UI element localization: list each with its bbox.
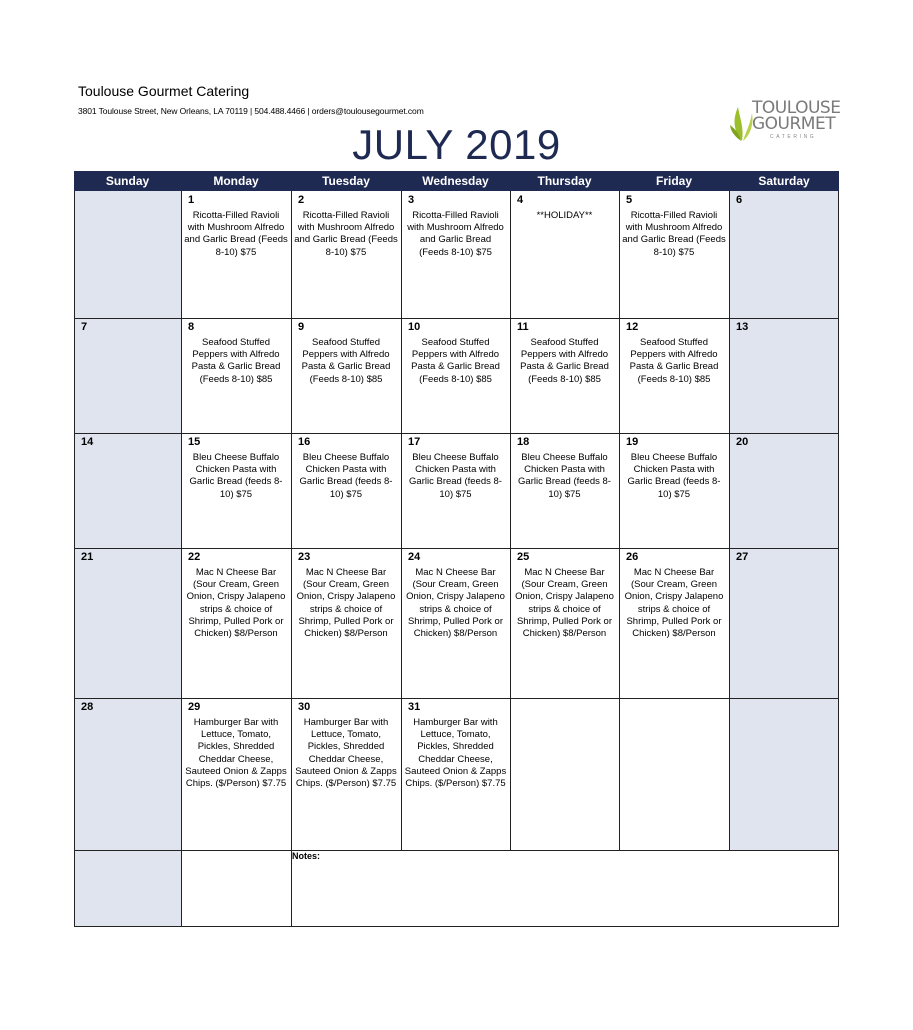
day-menu-text: Mac N Cheese Bar (Sour Cream, Green Onion, Crispy Jalapeno strips & choice of Shrimp, Pulled Pork or Chicken) $8/Person — [296, 567, 396, 640]
grid-line-horizontal — [74, 850, 839, 851]
day-menu-text: Mac N Cheese Bar (Sour Cream, Green Onion, Crispy Jalapeno strips & choice of Shrimp, Pulled Pork or Chicken) $8/Person — [624, 567, 724, 640]
day-number: 30 — [298, 701, 311, 713]
grid-line-vertical — [838, 191, 839, 927]
day-cell — [401, 698, 510, 850]
day-cell — [510, 318, 619, 433]
day-cell — [291, 318, 401, 433]
day-number: 21 — [81, 551, 94, 563]
day-menu-text: Seafood Stuffed Peppers with Alfredo Pasta & Garlic Bread (Feeds 8-10) $85 — [629, 337, 719, 385]
day-menu-text: Ricotta-Filled Ravioli with Mushroom Alfredo and Garlic Bread (Feeds 8-10) $75 — [294, 210, 398, 258]
weekday-sunday: Sunday — [105, 174, 150, 188]
day-number: 1 — [188, 194, 195, 206]
day-menu-text: Mac N Cheese Bar (Sour Cream, Green Onion, Crispy Jalapeno strips & choice of Shrimp, Pulled Pork or Chicken) $8/Person — [186, 567, 286, 640]
day-number: 17 — [408, 436, 421, 448]
grid-line-horizontal — [74, 433, 839, 434]
day-menu-text: Bleu Cheese Buffalo Chicken Pasta with Garlic Bread (feeds 8-10) $75 — [627, 452, 721, 500]
day-number: 4 — [517, 194, 524, 206]
day-menu-text: Bleu Cheese Buffalo Chicken Pasta with Garlic Bread (feeds 8-10) $75 — [299, 452, 393, 500]
day-number: 19 — [626, 436, 639, 448]
day-cell — [181, 318, 291, 433]
day-cell — [729, 548, 839, 698]
day-number: 6 — [736, 194, 743, 206]
day-number: 31 — [408, 701, 421, 713]
day-number: 13 — [736, 321, 749, 333]
day-cell — [619, 698, 729, 850]
day-cell — [181, 433, 291, 548]
day-number: 14 — [81, 436, 94, 448]
day-cell — [74, 433, 181, 548]
grid-line-vertical — [510, 191, 511, 850]
day-number: 12 — [626, 321, 639, 333]
day-number: 8 — [188, 321, 195, 333]
day-number: 18 — [517, 436, 530, 448]
day-number: 26 — [626, 551, 639, 563]
day-menu-text: Bleu Cheese Buffalo Chicken Pasta with Garlic Bread (feeds 8-10) $75 — [518, 452, 611, 500]
day-cell — [619, 318, 729, 433]
day-menu-text: Seafood Stuffed Peppers with Alfredo Pasta & Garlic Bread (Feeds 8-10) $85 — [301, 337, 391, 385]
day-cell — [510, 191, 619, 318]
notes-label: Notes: — [292, 851, 321, 861]
day-menu-text: Seafood Stuffed Peppers with Alfredo Pasta & Garlic Bread (Feeds 8-10) $85 — [520, 337, 609, 385]
day-number: 15 — [188, 436, 201, 448]
day-cell — [729, 433, 839, 548]
day-cell — [291, 433, 401, 548]
day-menu-text: Bleu Cheese Buffalo Chicken Pasta with Garlic Bread (feeds 8-10) $75 — [189, 452, 283, 500]
grid-line-vertical — [401, 191, 402, 850]
day-menu-text: Bleu Cheese Buffalo Chicken Pasta with Garlic Bread (feeds 8-10) $75 — [409, 452, 502, 500]
month-title: JULY 2019 — [352, 121, 561, 168]
day-cell — [510, 698, 619, 850]
day-number: 7 — [81, 321, 88, 333]
weekday-header — [74, 171, 839, 191]
day-menu-text: **HOLIDAY** — [536, 210, 593, 221]
logo-text-line1: TOULOUSE — [752, 98, 841, 118]
day-cell — [401, 191, 510, 318]
day-number: 24 — [408, 551, 421, 563]
day-number: 28 — [81, 701, 94, 713]
day-menu-text: Seafood Stuffed Peppers with Alfredo Pasta & Garlic Bread (Feeds 8-10) $85 — [411, 337, 500, 385]
day-menu-text: Mac N Cheese Bar (Sour Cream, Green Onion, Crispy Jalapeno strips & choice of Shrimp, Pulled Pork or Chicken) $8/Person — [515, 567, 614, 640]
day-menu-text: Ricotta-Filled Ravioli with Mushroom Alfredo and Garlic Bread (Feeds 8-10) $75 — [622, 210, 726, 258]
day-number: 22 — [188, 551, 201, 563]
day-number: 2 — [298, 194, 305, 206]
day-number: 29 — [188, 701, 201, 713]
day-cell — [74, 191, 181, 318]
day-menu-text: Seafood Stuffed Peppers with Alfredo Pasta & Garlic Bread (Feeds 8-10) $85 — [191, 337, 281, 385]
day-cell — [74, 548, 181, 698]
day-menu-text: Ricotta-Filled Ravioli with Mushroom Alfredo and Garlic Bread (Feeds 8-10) $75 — [184, 210, 288, 258]
grid-line-vertical — [619, 191, 620, 850]
day-cell — [619, 191, 729, 318]
logo-text-line2: GOURMET — [752, 114, 836, 134]
day-cell — [291, 191, 401, 318]
day-number: 10 — [408, 321, 421, 333]
day-number: 11 — [517, 321, 529, 333]
grid-line-vertical — [181, 191, 182, 927]
day-cell — [401, 548, 510, 698]
calendar-grid — [74, 171, 839, 927]
weekday-thursday: Thursday — [537, 174, 592, 188]
weekday-monday: Monday — [213, 174, 259, 188]
day-cell — [619, 433, 729, 548]
day-menu-text: Ricotta-Filled Ravioli with Mushroom Alfredo and Garlic Bread (Feeds 8-10) $75 — [407, 210, 504, 258]
day-cell — [619, 548, 729, 698]
logo-text-line3: CATERING — [770, 134, 817, 140]
weekday-friday: Friday — [655, 174, 692, 188]
grid-line-horizontal — [74, 698, 839, 699]
company-address: 3801 Toulouse Street, New Orleans, LA 70119 | 504.488.4466 | orders@toulousegourmet.com — [78, 106, 424, 116]
day-cell — [291, 548, 401, 698]
weekday-wednesday: Wednesday — [422, 174, 489, 188]
day-number: 25 — [517, 551, 530, 563]
weekday-saturday: Saturday — [758, 174, 810, 188]
day-cell — [510, 433, 619, 548]
grid-line-vertical — [291, 191, 292, 927]
day-cell — [181, 548, 291, 698]
day-number: 23 — [298, 551, 311, 563]
grid-line-horizontal — [74, 318, 839, 319]
day-cell — [401, 318, 510, 433]
day-cell — [181, 698, 291, 850]
day-menu-text: Hamburger Bar with Lettuce, Tomato, Pickles, Shredded Cheddar Cheese, Sauteed Onion & Zapps Chips. ($/Person) $7.75 — [295, 717, 397, 790]
day-cell — [291, 698, 401, 850]
day-cell — [729, 318, 839, 433]
day-menu-text: Hamburger Bar with Lettuce, Tomato, Pickles, Shredded Cheddar Cheese, Sauteed Onion & Zapps Chips. ($/Person) $7.75 — [404, 717, 507, 790]
day-cell — [401, 433, 510, 548]
day-number: 3 — [408, 194, 415, 206]
grid-line-vertical — [729, 191, 730, 850]
grid-line-horizontal — [74, 926, 839, 927]
day-number: 16 — [298, 436, 311, 448]
grid-line-horizontal — [74, 548, 839, 549]
day-cell — [181, 191, 291, 318]
day-cell — [74, 318, 181, 433]
day-number: 27 — [736, 551, 749, 563]
day-number: 5 — [626, 194, 633, 206]
weekday-tuesday: Tuesday — [322, 174, 370, 188]
day-number: 9 — [298, 321, 305, 333]
day-cell — [510, 548, 619, 698]
day-cell — [729, 698, 839, 850]
day-cell — [729, 191, 839, 318]
company-name: Toulouse Gourmet Catering — [78, 83, 250, 99]
day-menu-text: Mac N Cheese Bar (Sour Cream, Green Onion, Crispy Jalapeno strips & choice of Shrimp, Pulled Pork or Chicken) $8/Person — [406, 567, 505, 640]
day-menu-text: Hamburger Bar with Lettuce, Tomato, Pickles, Shredded Cheddar Cheese, Sauteed Onion & Zapps Chips. ($/Person) $7.75 — [185, 717, 287, 790]
day-cell — [74, 698, 181, 850]
notes-row-sunday-cell — [74, 850, 181, 927]
day-number: 20 — [736, 436, 749, 448]
grid-line-vertical — [74, 191, 75, 927]
